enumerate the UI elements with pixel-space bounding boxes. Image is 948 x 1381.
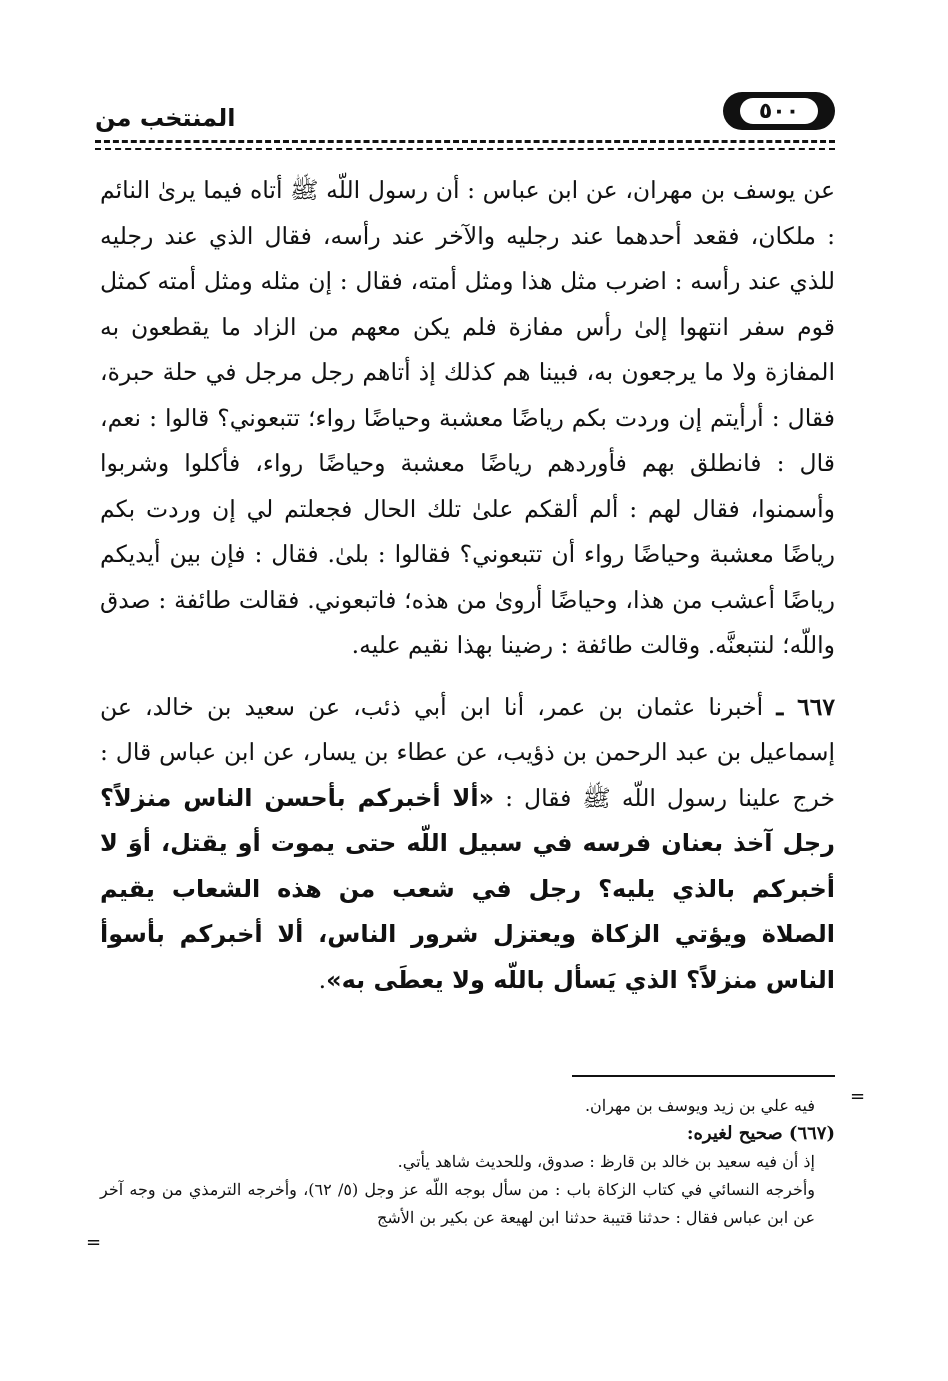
page-number-badge bbox=[723, 92, 835, 130]
footnote-heading: (٦٦٧) صحيح لغيره: bbox=[686, 1123, 835, 1144]
header-rule-secondary bbox=[95, 148, 835, 150]
hadith-chain: أخبرنا عثمان بن عمر، أنا ابن أبي ذئب، عن سعيد بن خالد، عن إسماعيل بن عبد الرحمن بن ذؤيب، عن عطاء بن يسار، عن ابن عباس قال : خرج علينا رسول اللّه ﷺ فقال : bbox=[100, 692, 835, 812]
footnote-separator bbox=[572, 1075, 835, 1077]
footnote-line: وأخرجه النسائي في كتاب الزكاة باب : من سأل بوجه اللّه عز وجل (٥/ ٦٢)، وأخرجه الترمذي من وجه آخر عن ابن عباس فقال : حدثنا قتيبة حدثنا ابن لهيعة عن بكير بن الأشج bbox=[100, 1180, 816, 1227]
hadith-number: ٦٦٧ ـ bbox=[776, 692, 835, 721]
footnote-line: إذ أن فيه سعيد بن خالد بن قارظ : صدوق، وللحديث شاهد يأتي. bbox=[397, 1152, 815, 1171]
continuation-mark-top: = bbox=[850, 1086, 866, 1107]
footnote-line: فيه علي بن زيد ويوسف بن مهران. bbox=[584, 1096, 815, 1115]
continuation-mark-bottom: = bbox=[86, 1232, 102, 1253]
paragraph-continuation: عن يوسف بن مهران، عن ابن عباس : أن رسول اللّه ﷺ أتاه فيما يرىٰ النائم : ملكان، فقعد أحدهما عند رجليه والآخر عند رأسه، فقال الذي عند رجليه للذي عند رأسه : اضرب مثل هذا ومثل أمته، فقال : إن مثله ومثل أمته كمثل قوم سفر انتهوا إلىٰ رأس مفازة فلم يكن معهم من الزاد ما يقطعون به المفازة ولا ما يرجعون به، فبينا هم كذلك إذ أتاهم رجل مرجل في حلة حبرة، فقال : أرأيتم إن وردت بكم رياضًا معشبة وحياضًا رواء؛ تتبعوني؟ قالوا : نعم، قال : فانطلق بهم فأوردهم رياضًا معشبة وحياضًا رواء، فأكلوا وشربوا وأسمنوا، فقال لهم : ألم ألقكم علىٰ تلك الحال فجعلتم لي إن وردت بكم رياضًا معشبة وحياضًا رواء أن تتبعوني؟ فقالوا : بلىٰ. فقال : فإن بين أيديكم رياضًا أعشب من هذا، وحياضًا أروىٰ من هذه؛ فاتبعوني. فقالت طائفة : صدق واللّه؛ لنتبعنَّه. وقالت طائفة : رضينا بهذا نقيم عليه. bbox=[100, 176, 835, 659]
header-rule bbox=[95, 140, 835, 143]
page-header bbox=[95, 92, 835, 136]
footnotes bbox=[100, 1092, 835, 1232]
running-title: المنتخب من bbox=[95, 104, 236, 132]
hadith-end: . bbox=[318, 965, 327, 994]
hadith-quote: «ألا أخبركم بأحسن الناس منزلاً؟ رجل آخذ بعنان فرسه في سبيل اللّه حتى يموت أو يقتل، أوَ لا أخبركم بالذي يليه؟ رجل في شعب من هذه الشعاب يقيم الصلاة ويؤتي الزكاة ويعتزل شرور الناس، ألا أخبركم بأسوأ الناس منزلاً؟ الذي يَسأل باللّه ولا يعطَى به» bbox=[100, 783, 835, 994]
hadith-paragraph bbox=[100, 685, 835, 1004]
page-number: ٥٠٠ bbox=[740, 98, 818, 124]
main-text bbox=[100, 168, 835, 1003]
